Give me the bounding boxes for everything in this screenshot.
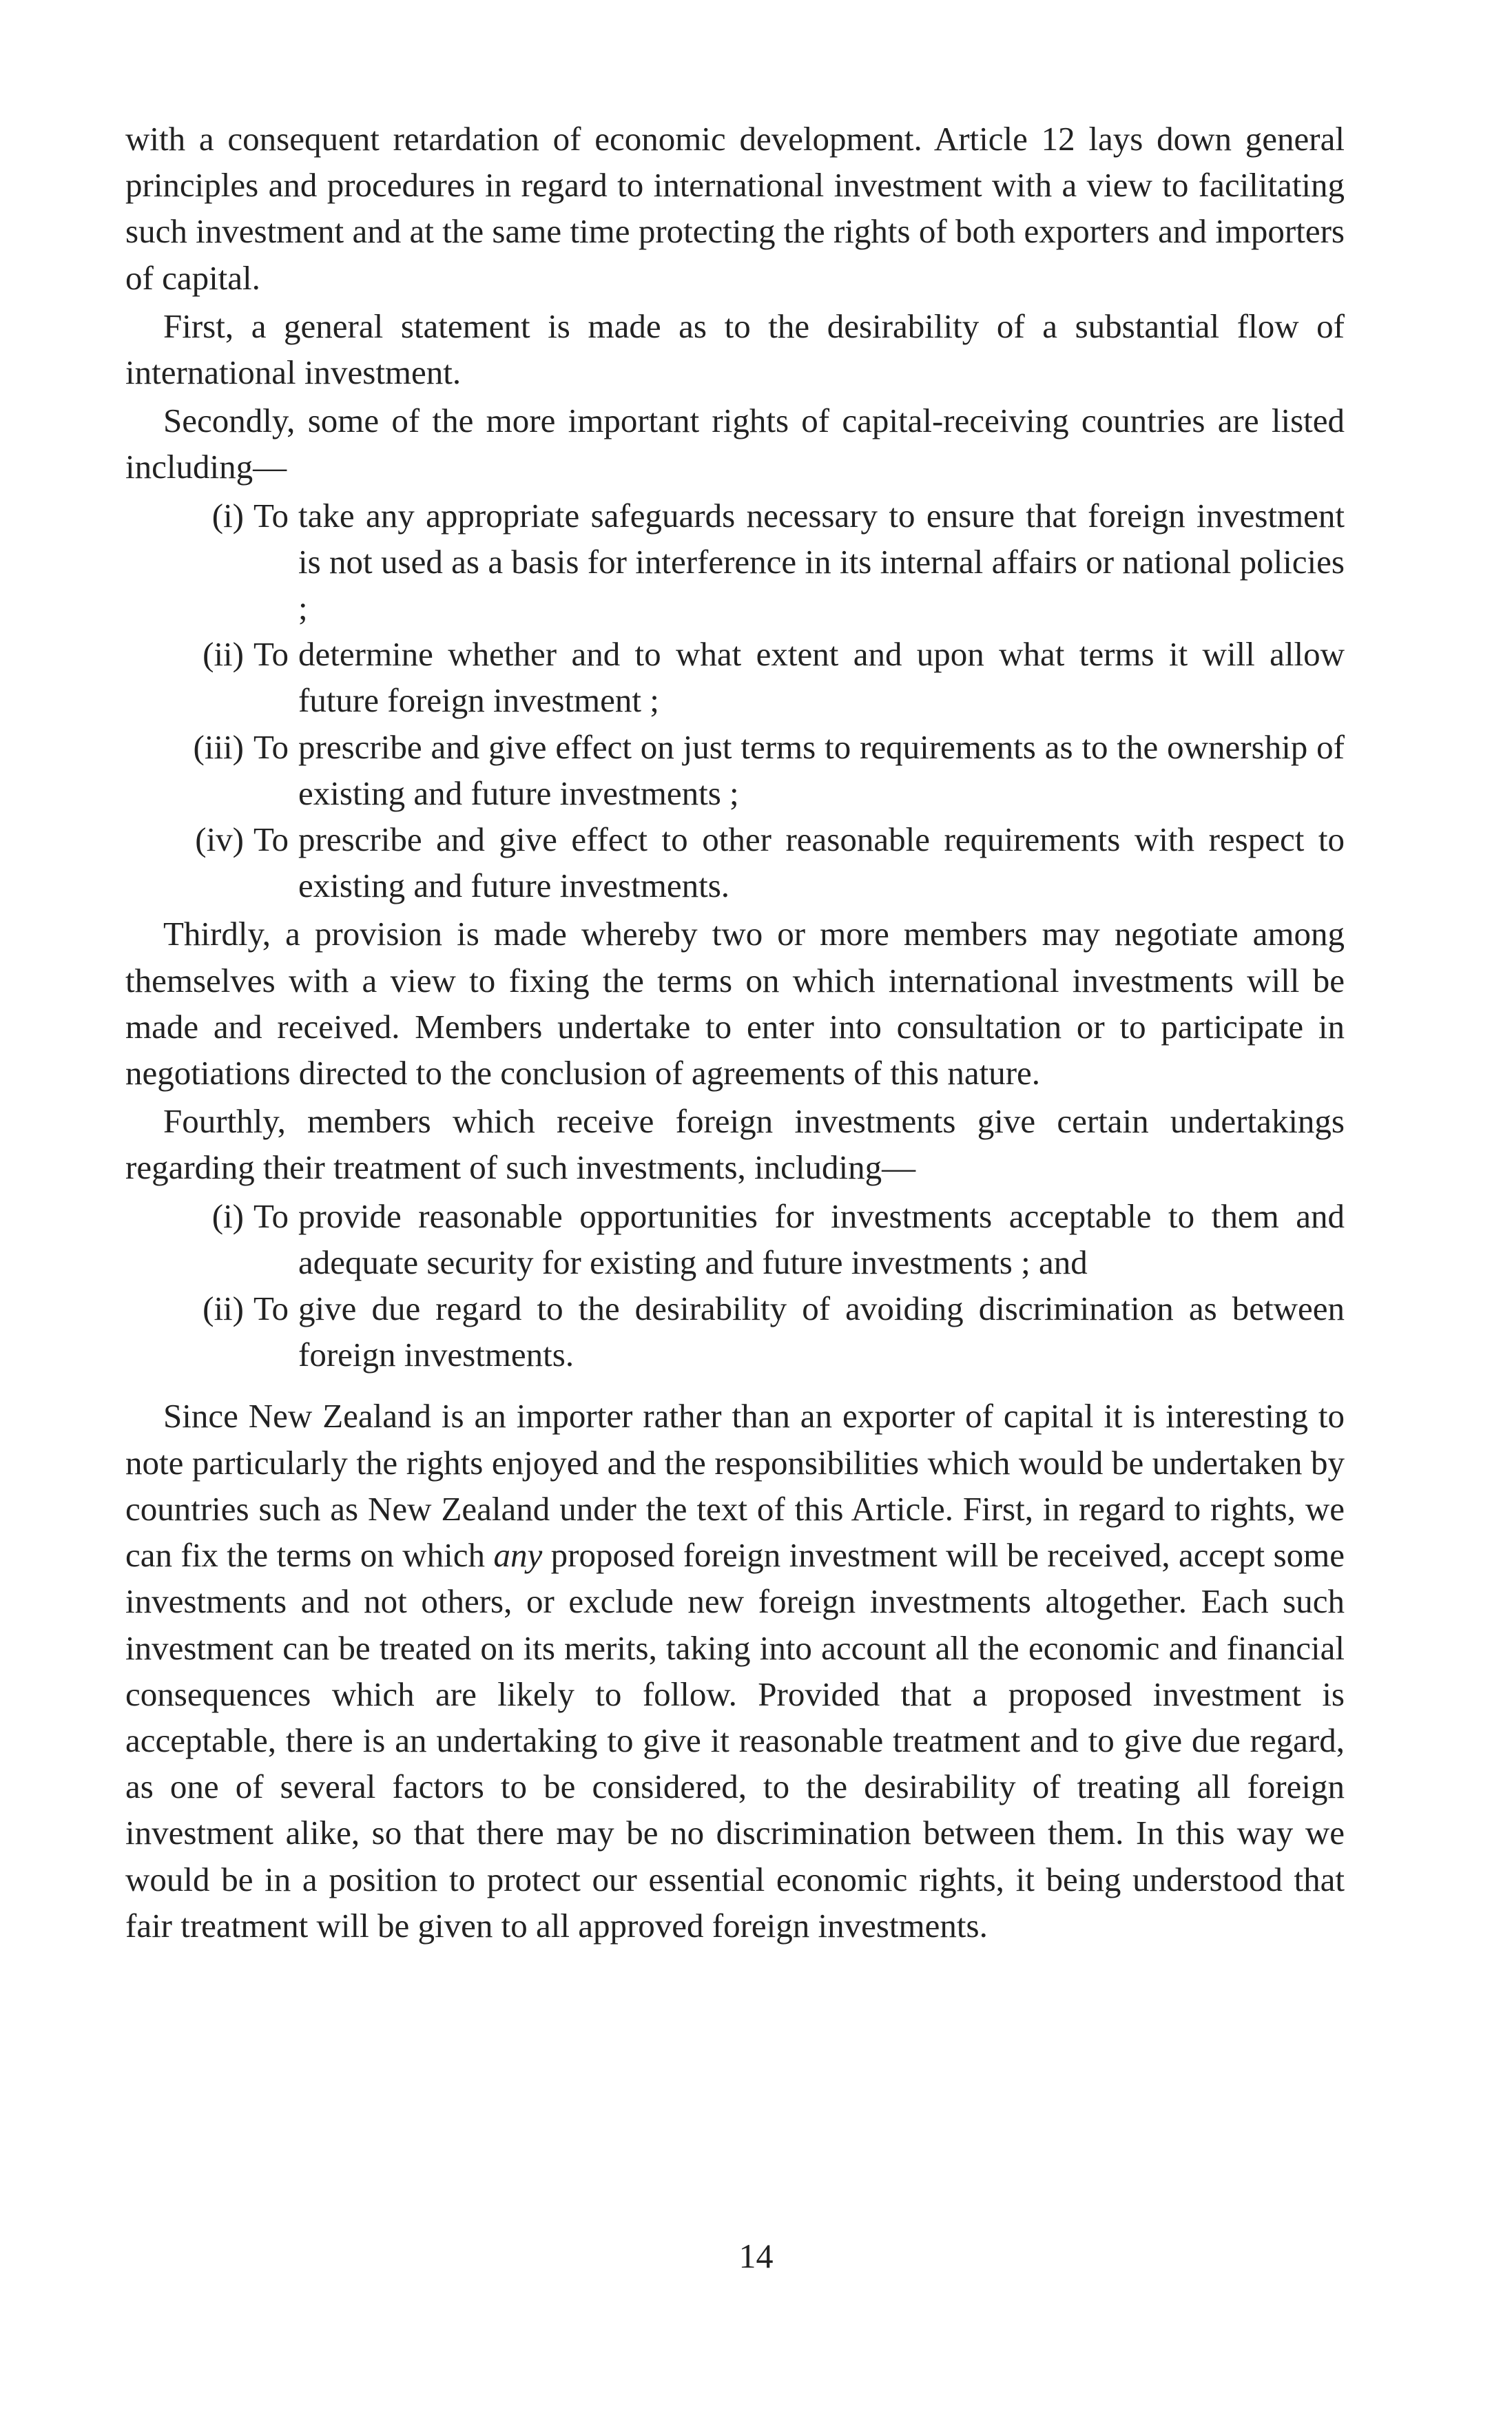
list-item [125,493,1345,632]
page-number: 14 [738,2237,774,2275]
list-item [125,724,1345,816]
list-item-number: (i) [211,1196,244,1235]
list-item-to: To [253,727,289,766]
list-item-text: determine whether and to what extent and upon what terms it will allow future foreign investment ; [298,635,1345,720]
list-item-text: prescribe and give effect to other reasonable requirements with respect to existing and future investments. [298,820,1345,905]
list-item-to: To [253,1196,289,1235]
list-item-to: To [253,635,289,674]
list-item-number: (i) [211,496,244,535]
paragraph-article-12-intro: with a consequent retardation of economic development. Article 12 lays down general principles and procedures in regard to international investment with a view to facilitating such investment and at the same time protecting the rights of both exporters and importers of capital. [125,120,1345,297]
list-item-to: To [253,1289,289,1328]
paragraph-thirdly: Thirdly, a provision is made whereby two or more members may negotiate among themselves with a view to fixing the terms on which international investments will be made and received. Members undertake to enter into consultation or to participate in negotiations directed to the conclusion of agreements of this nature. [125,915,1345,1092]
list-item-text: take any appropriate safeguards necessary to ensure that foreign investment is not used as a basis for interference in its internal affairs or national policies ; [298,496,1345,628]
list-item-number: (iv) [195,820,244,859]
list-item-text: provide reasonable opportunities for investments acceptable to them and adequate security for existing and future investments ; and [298,1196,1345,1281]
list-item-text: prescribe and give effect on just terms to requirements as to the ownership of existing and future investments ; [298,727,1345,812]
list-item-number: (ii) [203,635,244,674]
paragraph-secondly: Secondly, some of the more important rights of capital-receiving countries are listed including— [125,402,1345,486]
paragraph-new-zealand [125,1393,1345,1948]
undertakings-list [125,1193,1345,1378]
emphasis-text: any [493,1536,543,1575]
paragraph-first: First, a general statement is made as to the desirability of a substantial flow of international investment. [125,307,1345,392]
paragraph-fourthly: Fourthly, members which receive foreign investments give certain undertakings regarding their treatment of such investments, including— [125,1102,1345,1187]
list-item-number: (iii) [193,727,244,766]
paragraph-text: Since New Zealand is an importer rather than an exporter of capital it is interesting to note particularly the rights enjoyed and the responsibilities which would be undertaken by countries such as New Zealand under the text of this Article. First, in regard to rights, we can fix the terms on which [125,1397,1345,1575]
rights-list [125,493,1345,909]
list-item-to: To [253,820,289,859]
list-item [125,631,1345,723]
paragraph-text: proposed foreign investment will be received, accept some investments and not others, or exclude new foreign investments altogether. Each such investment can be treated on its merits, taking into account all the economic and financial consequences which are likely to follow. Provided that a proposed investment is acceptable, there is an undertaking to give it reasonable treatment and to give due regard, as one of several factors to be considered, to the desirability of treating all foreign investment alike, so that there may be no discrimination between them. In this way we would be in a position to protect our essential economic rights, it being understood that fair treatment will be given to all approved foreign investments. [125,1536,1345,1945]
list-item [125,1193,1345,1285]
list-item [125,816,1345,909]
list-item-to: To [253,496,289,535]
list-item-number: (ii) [203,1289,244,1328]
list-item-text: give due regard to the desirability of avoiding discrimination as between foreign investments. [298,1289,1345,1374]
list-item [125,1285,1345,1378]
document-page [125,116,1345,1951]
